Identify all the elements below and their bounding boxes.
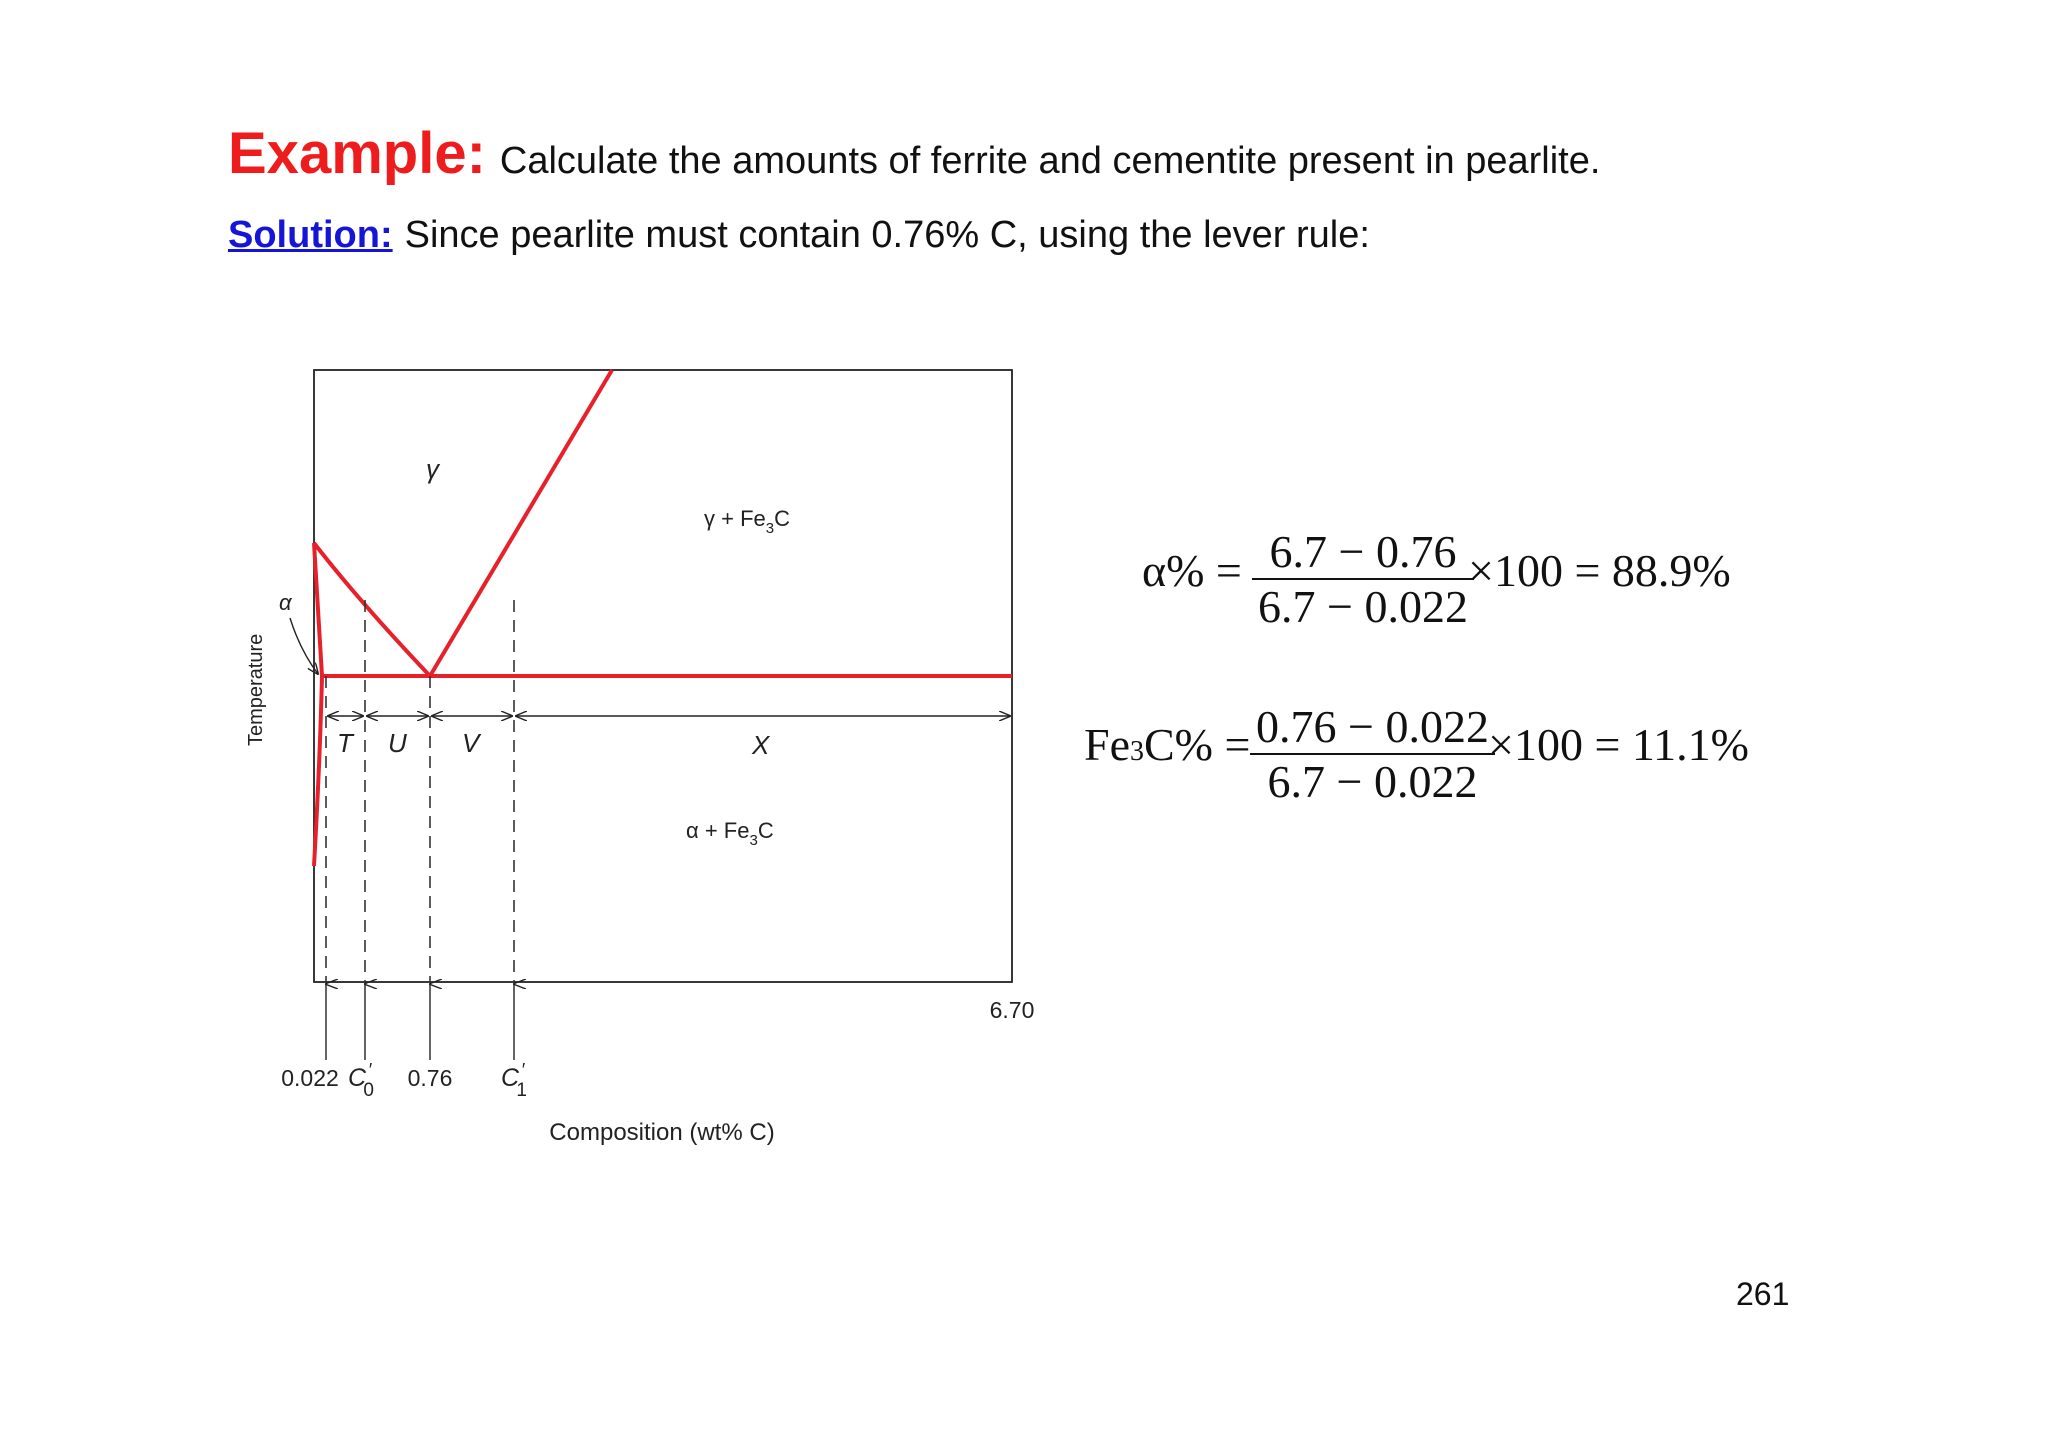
alpha-lhs: α% =	[1142, 545, 1242, 596]
composition-dashes	[326, 600, 514, 982]
alpha-solvus-upper	[314, 543, 322, 676]
phase-gamma-fe3c-label: $\gamma + Fe_3C$	[704, 506, 790, 537]
fe3c-numerator: 0.76 − 0.022	[1256, 701, 1489, 752]
solution-text: Since pearlite must contain 0.76% C, using the lever rule:	[404, 214, 1370, 256]
fe3c-denominator: 6.7 − 0.022	[1267, 756, 1478, 807]
segment-t: T	[337, 728, 353, 758]
page-number: 261	[1736, 1276, 1790, 1312]
segment-u: U	[388, 728, 407, 758]
composition-arrows	[326, 984, 514, 1060]
example-question: Calculate the amounts of ferrite and cementite present in pearlite.	[499, 140, 1601, 182]
alpha-numerator: 6.7 − 0.76	[1269, 526, 1457, 577]
alpha-solvus-lower	[314, 676, 322, 866]
alpha-gamma-boundary	[314, 543, 430, 676]
comp-label-c0: C ′ 0	[347, 1060, 375, 1101]
alpha-result: ×100 = 88.9%	[1468, 545, 1731, 596]
x-axis-label: Composition (wt% C)	[549, 1119, 775, 1146]
comp-label-0022: 0.022	[281, 1065, 339, 1091]
comp-label-c1: C ′ 1	[500, 1060, 528, 1101]
comp-label-076: 0.76	[407, 1065, 453, 1091]
comp-label-670: 6.70	[989, 997, 1035, 1023]
fe3c-fraction	[1250, 700, 1495, 808]
fe3c-lhs: Fe3C% =	[1084, 719, 1251, 770]
acm-boundary	[430, 370, 612, 676]
alpha-fraction	[1252, 525, 1474, 633]
segment-v: V	[462, 728, 480, 758]
y-axis-label: Temperature	[245, 633, 267, 746]
phase-alpha-fe3c-label: $\alpha + Fe_3C$	[686, 818, 774, 849]
phase-boundaries	[314, 370, 1012, 866]
alpha-denominator: 6.7 − 0.022	[1258, 581, 1468, 632]
segment-x: X	[752, 730, 770, 760]
solution-label: Solution:	[228, 214, 393, 256]
fe3c-result: ×100 = 11.1%	[1488, 719, 1749, 770]
example-label: Example:	[228, 121, 486, 186]
phase-alpha-label: α	[279, 590, 292, 615]
phase-gamma-label: γ	[426, 454, 439, 484]
